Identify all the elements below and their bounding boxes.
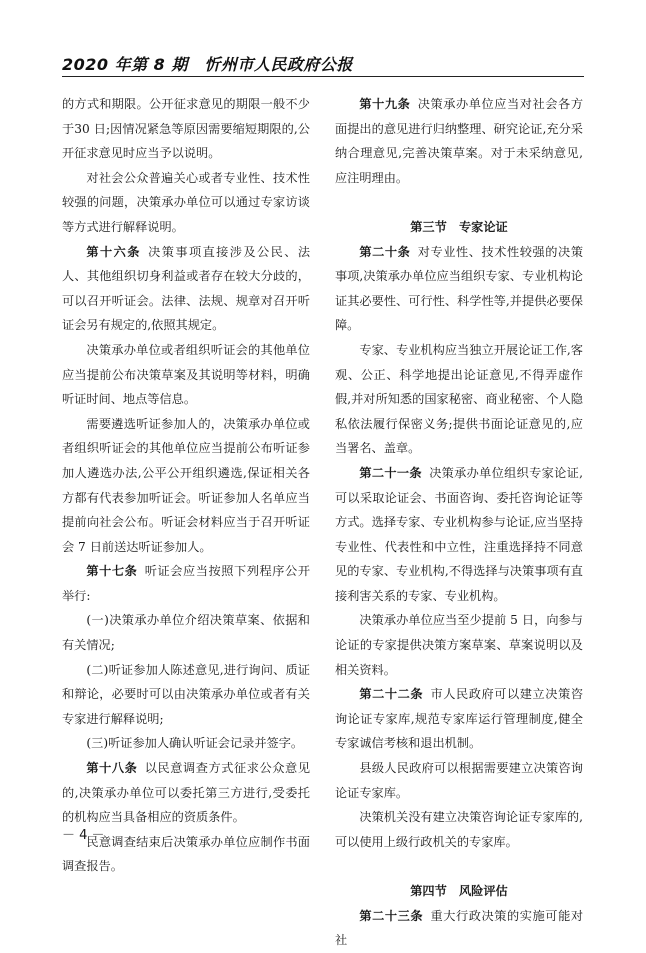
- paragraph-text: (一)决策承办单位介绍决策草案、依据和有关情况;: [62, 613, 310, 653]
- paragraph: [62, 338, 310, 412]
- paragraph-text: 市人民政府可以建立决策咨询论证专家库,规范专家库运行管理制度,健全专家诚信考核和退出机制。: [335, 687, 584, 751]
- article-paragraph: [62, 756, 310, 830]
- paragraph-text: 决策承办单位或者组织听证会的其他单位应当提前公布决策草案及其说明等材料，明确听证时间、地点等信息。: [62, 342, 310, 407]
- paragraph: [335, 805, 583, 854]
- paragraph-text: 决策承办单位应当对社会各方面提出的意见进行归纳整理、研究论证,充分采纳合理意见,完善决策草案。对于未采纳意见,应注明理由。: [335, 97, 584, 185]
- article-paragraph: [62, 559, 310, 608]
- paragraph-text: 决策承办单位应当至少提前 5 日，向参与论证的专家提供决策方案草案、草案说明以及相关资料。: [335, 613, 583, 677]
- article-paragraph: [335, 92, 583, 190]
- paragraph-text: 民意调查结束后决策承办单位应制作书面调查报告。: [62, 834, 310, 874]
- article-number: 第二十一条: [359, 465, 422, 480]
- paragraph: [62, 92, 310, 166]
- section-heading: 第四节 风险评估: [410, 884, 508, 898]
- right-column: [335, 92, 583, 953]
- paragraph-text: 对社会公众普遍关心或者专业性、技术性较强的问题，决策承办单位可以通过专家访谈等方式进行解释说明。: [62, 170, 310, 234]
- paragraph: [335, 756, 583, 805]
- journal-title: 2020 年第 8 期 忻州市人民政府公报: [62, 55, 353, 74]
- paragraph-text: 县级人民政府可以根据需要建立决策咨询论证专家库。: [335, 761, 583, 800]
- paragraph-text: 听证会应当按照下列程序公开举行:: [62, 564, 311, 603]
- article-paragraph: [335, 682, 583, 756]
- article-number: 第二十三条: [359, 908, 424, 923]
- left-column: [62, 92, 310, 879]
- paragraph-text: (二)听证参加人陈述意见,进行询问、质证和辩论，必要时可以由决策承办单位或者有关专家进行解释说明;: [62, 662, 310, 726]
- article-number: 第十六条: [86, 244, 141, 259]
- paragraph: [62, 166, 310, 240]
- paragraph-text: 决策机关没有建立决策咨询论证专家库的,可以使用上级行政机关的专家库。: [335, 810, 583, 849]
- paragraph-text: 决策事项直接涉及公民、法人、其他组织切身利益或者存在较大分歧的，可以召开听证会。法律、法规、规章对召开听证会另有规定的,依照其规定。: [62, 244, 311, 333]
- paragraph: [62, 608, 310, 657]
- paragraph: [335, 608, 583, 682]
- page-header: [62, 48, 584, 78]
- section-heading: 第三节 专家论证: [410, 219, 508, 234]
- page-number: － 4 －: [62, 828, 105, 843]
- article-paragraph: [62, 240, 310, 338]
- paragraph-text: 对专业性、技术性较强的决策事项,决策承办单位应当组织专家、专业机构论证其必要性、可行性、科学性等,并提供必要保障。: [335, 244, 584, 333]
- spacer: [335, 190, 583, 215]
- paragraph: [62, 412, 310, 560]
- paragraph-text: 以民意调查方式征求公众意见的,决策承办单位可以委托第三方进行,受委托的机构应当具备相应的资质条件。: [62, 761, 311, 825]
- article-paragraph: [335, 904, 583, 953]
- paragraph-text: 的方式和期限。公开征求意见的期限一般不少于30 日;因情况紧急等原因需要缩短期限的,公开征求意见时应当予以说明。: [62, 97, 310, 161]
- article-paragraph: [335, 240, 583, 338]
- header-divider: [62, 76, 584, 77]
- article-number: 第二十二条: [359, 687, 424, 702]
- paragraph-text: 决策承办单位组织专家论证,可以采取论证会、书面咨询、委托咨询论证等方式。选择专家、专业机构参与论证,应当坚持专业性、代表性和中立性，注重选择持不同意见的专家、专业机构,不得选择与决策事项有直接利害关系的专家、专业机构。: [335, 465, 584, 603]
- paragraph-text: 重大行政决策的实施可能对社: [335, 908, 584, 948]
- paragraph-text: 专家、专业机构应当独立开展论证工作,客观、公正、科学地提出论证意见,不得弄虚作假,并对所知悉的国家秘密、商业秘密、个人隐私依法履行保密义务;提供书面论证意见的,应当署名、盖章。: [335, 342, 583, 456]
- paragraph-text: 需要遴选听证参加人的，决策承办单位或者组织听证会的其他单位应当提前公布听证参加人遴选办法,公平公开组织遴选,保证相关各方都有代表参加听证会。听证参加人名单应当提前向社会公布。听证会材料应当于召开听证会 7 日前送达听证参加人。: [62, 416, 310, 554]
- article-number: 第十八条: [86, 761, 138, 776]
- article-number: 第十九条: [359, 97, 411, 111]
- article-paragraph: [335, 461, 583, 609]
- paragraph-text: (三)听证参加人确认听证会记录并签字。: [86, 736, 304, 751]
- article-number: 第十七条: [86, 564, 138, 579]
- spacer: [335, 854, 583, 879]
- paragraph: [62, 658, 310, 732]
- paragraph: [62, 731, 310, 756]
- article-number: 第二十条: [359, 244, 411, 259]
- paragraph: [335, 338, 583, 461]
